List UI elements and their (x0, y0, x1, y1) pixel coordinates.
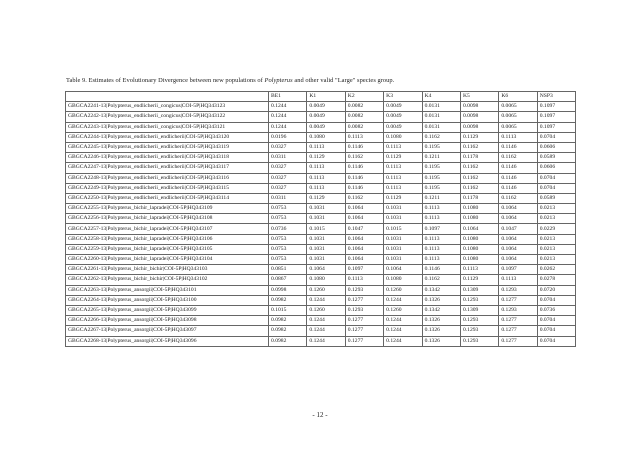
value-cell: 0.1277 (499, 336, 537, 346)
table-row (66, 153, 576, 163)
value-cell: 0.1047 (345, 224, 383, 234)
value-cell: 0.1129 (384, 193, 422, 203)
value-cell: 0.1178 (460, 153, 498, 163)
table-row (66, 275, 576, 285)
value-cell: 0.1277 (499, 295, 537, 305)
value-cell: 0.1244 (384, 336, 422, 346)
value-cell: 0.1195 (422, 183, 460, 193)
value-cell: 0.1162 (345, 193, 383, 203)
value-cell: 0.1113 (422, 255, 460, 265)
value-cell: 0.0982 (269, 316, 307, 326)
value-cell: 0.1113 (422, 204, 460, 214)
value-cell: 0.0082 (345, 112, 383, 122)
value-cell: 0.1064 (499, 204, 537, 214)
sample-id-cell: GBGCA2263-13|Polypterus_ansorgii|COI-5P|HQ343101 (66, 285, 269, 295)
value-cell: 0.1162 (499, 153, 537, 163)
value-cell: 0.0131 (422, 102, 460, 112)
value-cell: 0.1326 (422, 326, 460, 336)
sample-id-cell: GBGCA2264-13|Polypterus_ansorgii|COI-5P|HQ343100 (66, 295, 269, 305)
table-row (66, 122, 576, 132)
value-cell: 0.1031 (307, 214, 345, 224)
value-cell: 0.1162 (499, 193, 537, 203)
value-cell: 0.1080 (307, 132, 345, 142)
sample-id-cell: GBGCA2256-13|Polypterus_bichir_lapradei|COI-5P|HQ343108 (66, 214, 269, 224)
value-cell: 0.0049 (384, 102, 422, 112)
caption-prefix: Table 9. Estimates of Evolutionary Divergence between new populations of (66, 77, 265, 84)
table-row (66, 244, 576, 254)
value-cell: 0.1129 (384, 153, 422, 163)
value-cell: 0.1129 (307, 153, 345, 163)
sample-id-cell: GBGCA2250-13|Polypterus_endlicherii_endlicherii|COI-5P|HQ343114 (66, 193, 269, 203)
value-cell: 0.1277 (345, 316, 383, 326)
value-cell: 0.1031 (307, 244, 345, 254)
value-cell: 0.1113 (307, 142, 345, 152)
value-cell: 0.1031 (384, 234, 422, 244)
value-cell: 0.1195 (422, 173, 460, 183)
value-cell: 0.1293 (460, 295, 498, 305)
value-cell: 0.0098 (460, 102, 498, 112)
value-cell: 0.1162 (460, 173, 498, 183)
value-cell: 0.0082 (345, 102, 383, 112)
value-cell: 0.1113 (422, 214, 460, 224)
column-header: K6 (499, 92, 537, 102)
value-cell: 0.1260 (307, 285, 345, 295)
value-cell: 0.0213 (537, 244, 575, 254)
value-cell: 0.0213 (537, 214, 575, 224)
value-cell: 0.1129 (460, 275, 498, 285)
value-cell: 0.0589 (537, 153, 575, 163)
value-cell: 0.1244 (269, 122, 307, 132)
value-cell: 0.0131 (422, 112, 460, 122)
value-cell: 0.0753 (269, 244, 307, 254)
value-cell: 0.1080 (384, 132, 422, 142)
value-cell: 0.1309 (460, 305, 498, 315)
value-cell: 0.0213 (537, 204, 575, 214)
value-cell: 0.1162 (460, 183, 498, 193)
value-cell: 0.1195 (422, 163, 460, 173)
value-cell: 0.0229 (537, 224, 575, 234)
value-cell: 0.1031 (384, 244, 422, 254)
value-cell: 0.0982 (269, 326, 307, 336)
sample-id-cell: GBGCA2255-13|Polypterus_bichir_lapradei|COI-5P|HQ343109 (66, 204, 269, 214)
sample-id-cell: GBGCA2248-13|Polypterus_endlicherii_endlicherii|COI-5P|HQ343116 (66, 173, 269, 183)
column-header: BE1 (269, 92, 307, 102)
value-cell: 0.1031 (384, 204, 422, 214)
value-cell: 0.1047 (499, 224, 537, 234)
value-cell: 0.0982 (269, 336, 307, 346)
value-cell: 0.0327 (269, 163, 307, 173)
value-cell: 0.1113 (384, 173, 422, 183)
value-cell: 0.1326 (422, 336, 460, 346)
table-row (66, 102, 576, 112)
value-cell: 0.0213 (537, 255, 575, 265)
value-cell: 0.0704 (537, 295, 575, 305)
table-row (66, 142, 576, 152)
sample-id-cell: GBGCA2261-13|Polypterus_bichir_bichir|COI-5P|HQ343103 (66, 265, 269, 275)
value-cell: 0.1031 (307, 204, 345, 214)
value-cell: 0.1244 (384, 316, 422, 326)
value-cell: 0.1244 (269, 112, 307, 122)
column-header: K2 (345, 92, 383, 102)
sample-id-cell: GBGCA2242-13|Polypterus_endlicherii_congicus|COI-5P|HQ343122 (66, 112, 269, 122)
value-cell: 0.1146 (499, 163, 537, 173)
value-cell: 0.0082 (345, 122, 383, 132)
value-cell: 0.1097 (499, 265, 537, 275)
value-cell: 0.1064 (345, 255, 383, 265)
value-cell: 0.1293 (345, 305, 383, 315)
sample-id-cell: GBGCA2262-13|Polypterus_bichir_bichir|COI-5P|HQ343102 (66, 275, 269, 285)
value-cell: 0.0704 (537, 132, 575, 142)
value-cell: 0.0278 (537, 275, 575, 285)
page-number: - 12 - (312, 411, 328, 419)
value-cell: 0.0196 (269, 132, 307, 142)
value-cell: 0.0982 (269, 295, 307, 305)
value-cell: 0.1162 (422, 275, 460, 285)
sample-id-cell: GBGCA2268-13|Polypterus_ansorgii|COI-5P|HQ343096 (66, 336, 269, 346)
value-cell: 0.0736 (269, 224, 307, 234)
value-cell: 0.1113 (422, 244, 460, 254)
value-cell: 0.1244 (307, 295, 345, 305)
value-cell: 0.1162 (422, 132, 460, 142)
sample-id-cell: GBGCA2267-13|Polypterus_ansorgii|COI-5P|HQ343097 (66, 326, 269, 336)
value-cell: 0.1162 (460, 163, 498, 173)
column-header: NSP3 (537, 92, 575, 102)
value-cell: 0.0327 (269, 183, 307, 193)
value-cell: 0.1293 (499, 305, 537, 315)
column-header: K3 (384, 92, 422, 102)
value-cell: 0.1178 (460, 193, 498, 203)
table-row (66, 224, 576, 234)
value-cell: 0.0065 (499, 112, 537, 122)
value-cell: 0.0327 (269, 142, 307, 152)
sample-id-cell: GBGCA2257-13|Polypterus_bichir_lapradei|COI-5P|HQ343107 (66, 224, 269, 234)
value-cell: 0.1031 (384, 255, 422, 265)
value-cell: 0.0589 (537, 193, 575, 203)
value-cell: 0.1113 (384, 183, 422, 193)
value-cell: 0.1064 (345, 244, 383, 254)
value-cell: 0.0049 (307, 112, 345, 122)
value-cell: 0.1195 (422, 142, 460, 152)
table-row (66, 326, 576, 336)
value-cell: 0.1277 (345, 326, 383, 336)
value-cell: 0.1064 (384, 265, 422, 275)
value-cell: 0.0704 (537, 173, 575, 183)
value-cell: 0.0606 (537, 163, 575, 173)
value-cell: 0.1211 (422, 193, 460, 203)
value-cell: 0.1146 (345, 183, 383, 193)
value-cell: 0.1015 (269, 305, 307, 315)
value-cell: 0.1293 (460, 316, 498, 326)
value-cell: 0.1113 (422, 234, 460, 244)
value-cell: 0.1015 (384, 224, 422, 234)
table-row (66, 214, 576, 224)
column-header: K1 (307, 92, 345, 102)
value-cell: 0.1162 (460, 142, 498, 152)
value-cell: 0.1064 (499, 255, 537, 265)
value-cell: 0.0851 (269, 265, 307, 275)
value-cell: 0.1293 (499, 285, 537, 295)
value-cell: 0.0065 (499, 102, 537, 112)
value-cell: 0.1146 (422, 265, 460, 275)
table-row (66, 234, 576, 244)
sample-id-cell: GBGCA2241-13|Polypterus_endlicherii_congicus|COI-5P|HQ343123 (66, 102, 269, 112)
value-cell: 0.1097 (537, 122, 575, 132)
sample-id-cell: GBGCA2246-13|Polypterus_endlicherii_endlicherii|COI-5P|HQ343118 (66, 153, 269, 163)
value-cell: 0.1277 (499, 326, 537, 336)
value-cell: 0.0262 (537, 265, 575, 275)
value-cell: 0.1277 (345, 295, 383, 305)
value-cell: 0.1113 (345, 275, 383, 285)
sample-id-cell: GBGCA2258-13|Polypterus_bichir_lapradei|COI-5P|HQ343106 (66, 234, 269, 244)
table-row (66, 295, 576, 305)
value-cell: 0.1244 (269, 102, 307, 112)
sample-id-cell: GBGCA2244-13|Polypterus_endlicherii_endlicherii|COI-5P|HQ343120 (66, 132, 269, 142)
value-cell: 0.1293 (345, 285, 383, 295)
value-cell: 0.1031 (307, 255, 345, 265)
value-cell: 0.0098 (460, 112, 498, 122)
caption-suffix: and other valid "Large" species group. (292, 77, 395, 84)
value-cell: 0.0049 (307, 102, 345, 112)
table-row (66, 336, 576, 346)
value-cell: 0.1244 (384, 295, 422, 305)
value-cell: 0.1064 (307, 265, 345, 275)
value-cell: 0.1113 (460, 265, 498, 275)
value-cell: 0.1260 (307, 305, 345, 315)
value-cell: 0.1015 (307, 224, 345, 234)
value-cell: 0.0753 (269, 204, 307, 214)
table-row (66, 265, 576, 275)
table-row (66, 112, 576, 122)
value-cell: 0.0049 (384, 122, 422, 132)
value-cell: 0.1342 (422, 305, 460, 315)
value-cell: 0.0753 (269, 234, 307, 244)
value-cell: 0.0065 (499, 122, 537, 132)
value-cell: 0.0720 (537, 285, 575, 295)
value-cell: 0.1064 (345, 214, 383, 224)
table-row (66, 285, 576, 295)
value-cell: 0.1211 (422, 153, 460, 163)
value-cell: 0.1244 (384, 326, 422, 336)
value-cell: 0.1097 (537, 112, 575, 122)
value-cell: 0.1113 (307, 183, 345, 193)
table-row (66, 163, 576, 173)
value-cell: 0.1113 (307, 163, 345, 173)
table-row (66, 316, 576, 326)
value-cell: 0.0049 (384, 112, 422, 122)
value-cell: 0.1146 (345, 173, 383, 183)
value-cell: 0.1080 (460, 234, 498, 244)
value-cell: 0.0606 (537, 142, 575, 152)
value-cell: 0.0049 (307, 122, 345, 132)
value-cell: 0.1080 (460, 255, 498, 265)
value-cell: 0.1162 (345, 153, 383, 163)
value-cell: 0.1293 (460, 326, 498, 336)
sample-id-cell: GBGCA2243-13|Polypterus_endlicherii_congicus|COI-5P|HQ343121 (66, 122, 269, 132)
value-cell: 0.1113 (499, 132, 537, 142)
value-cell: 0.0311 (269, 153, 307, 163)
value-cell: 0.1064 (499, 244, 537, 254)
value-cell: 0.1080 (460, 244, 498, 254)
value-cell: 0.1146 (499, 142, 537, 152)
value-cell: 0.0753 (269, 214, 307, 224)
value-cell: 0.1260 (384, 285, 422, 295)
value-cell: 0.1113 (384, 142, 422, 152)
value-cell: 0.1113 (384, 163, 422, 173)
value-cell: 0.1080 (460, 214, 498, 224)
value-cell: 0.0213 (537, 234, 575, 244)
value-cell: 0.0736 (537, 305, 575, 315)
value-cell: 0.0704 (537, 336, 575, 346)
sample-id-cell: GBGCA2249-13|Polypterus_endlicherii_endlicherii|COI-5P|HQ343115 (66, 183, 269, 193)
value-cell: 0.1244 (307, 336, 345, 346)
value-cell: 0.0704 (537, 183, 575, 193)
column-header: K4 (422, 92, 460, 102)
value-cell: 0.1146 (345, 163, 383, 173)
value-cell: 0.1309 (460, 285, 498, 295)
table-header-row (66, 92, 576, 102)
value-cell: 0.1244 (307, 326, 345, 336)
value-cell: 0.1277 (499, 316, 537, 326)
table-caption (66, 77, 586, 85)
value-cell: 0.1129 (307, 193, 345, 203)
sample-id-cell: GBGCA2245-13|Polypterus_endlicherii_endlicherii|COI-5P|HQ343119 (66, 142, 269, 152)
value-cell: 0.0311 (269, 193, 307, 203)
value-cell: 0.0704 (537, 326, 575, 336)
value-cell: 0.1277 (345, 336, 383, 346)
table-row (66, 193, 576, 203)
table-row (66, 255, 576, 265)
sample-id-cell: GBGCA2266-13|Polypterus_ansorgii|COI-5P|HQ343098 (66, 316, 269, 326)
table-row (66, 132, 576, 142)
value-cell: 0.0098 (460, 122, 498, 132)
value-cell: 0.0998 (269, 285, 307, 295)
value-cell: 0.1113 (307, 173, 345, 183)
divergence-table (65, 91, 576, 347)
value-cell: 0.1064 (499, 234, 537, 244)
value-cell: 0.1146 (499, 173, 537, 183)
value-cell: 0.1146 (499, 183, 537, 193)
sample-id-cell: GBGCA2259-13|Polypterus_bichir_lapradei|COI-5P|HQ343105 (66, 244, 269, 254)
value-cell: 0.1080 (307, 275, 345, 285)
value-cell: 0.1326 (422, 316, 460, 326)
value-cell: 0.1031 (384, 214, 422, 224)
table-row (66, 173, 576, 183)
caption-genus: Polypterus (264, 77, 293, 84)
sample-id-cell: GBGCA2247-13|Polypterus_endlicherii_endlicherii|COI-5P|HQ343117 (66, 163, 269, 173)
value-cell: 0.1080 (384, 275, 422, 285)
value-cell: 0.1326 (422, 295, 460, 305)
value-cell: 0.1031 (307, 234, 345, 244)
value-cell: 0.0704 (537, 316, 575, 326)
sample-id-cell: GBGCA2260-13|Polypterus_bichir_lapradei|COI-5P|HQ343104 (66, 255, 269, 265)
value-cell: 0.1064 (345, 204, 383, 214)
table-row (66, 183, 576, 193)
value-cell: 0.1113 (345, 132, 383, 142)
value-cell: 0.1129 (460, 132, 498, 142)
value-cell: 0.1097 (345, 265, 383, 275)
value-cell: 0.1080 (460, 204, 498, 214)
column-header (66, 92, 269, 102)
table-body (66, 102, 576, 347)
value-cell: 0.1097 (422, 224, 460, 234)
value-cell: 0.0327 (269, 173, 307, 183)
value-cell: 0.1097 (537, 102, 575, 112)
value-cell: 0.1342 (422, 285, 460, 295)
value-cell: 0.1244 (307, 316, 345, 326)
sample-id-cell: GBGCA2265-13|Polypterus_ansorgii|COI-5P|HQ343099 (66, 305, 269, 315)
value-cell: 0.1293 (460, 336, 498, 346)
value-cell: 0.0131 (422, 122, 460, 132)
value-cell: 0.1064 (345, 234, 383, 244)
value-cell: 0.1113 (499, 275, 537, 285)
table-row (66, 204, 576, 214)
value-cell: 0.0753 (269, 255, 307, 265)
value-cell: 0.1064 (460, 224, 498, 234)
value-cell: 0.1260 (384, 305, 422, 315)
value-cell: 0.1064 (499, 214, 537, 224)
table-row (66, 305, 576, 315)
value-cell: 0.0867 (269, 275, 307, 285)
column-header: K5 (460, 92, 498, 102)
value-cell: 0.1146 (345, 142, 383, 152)
